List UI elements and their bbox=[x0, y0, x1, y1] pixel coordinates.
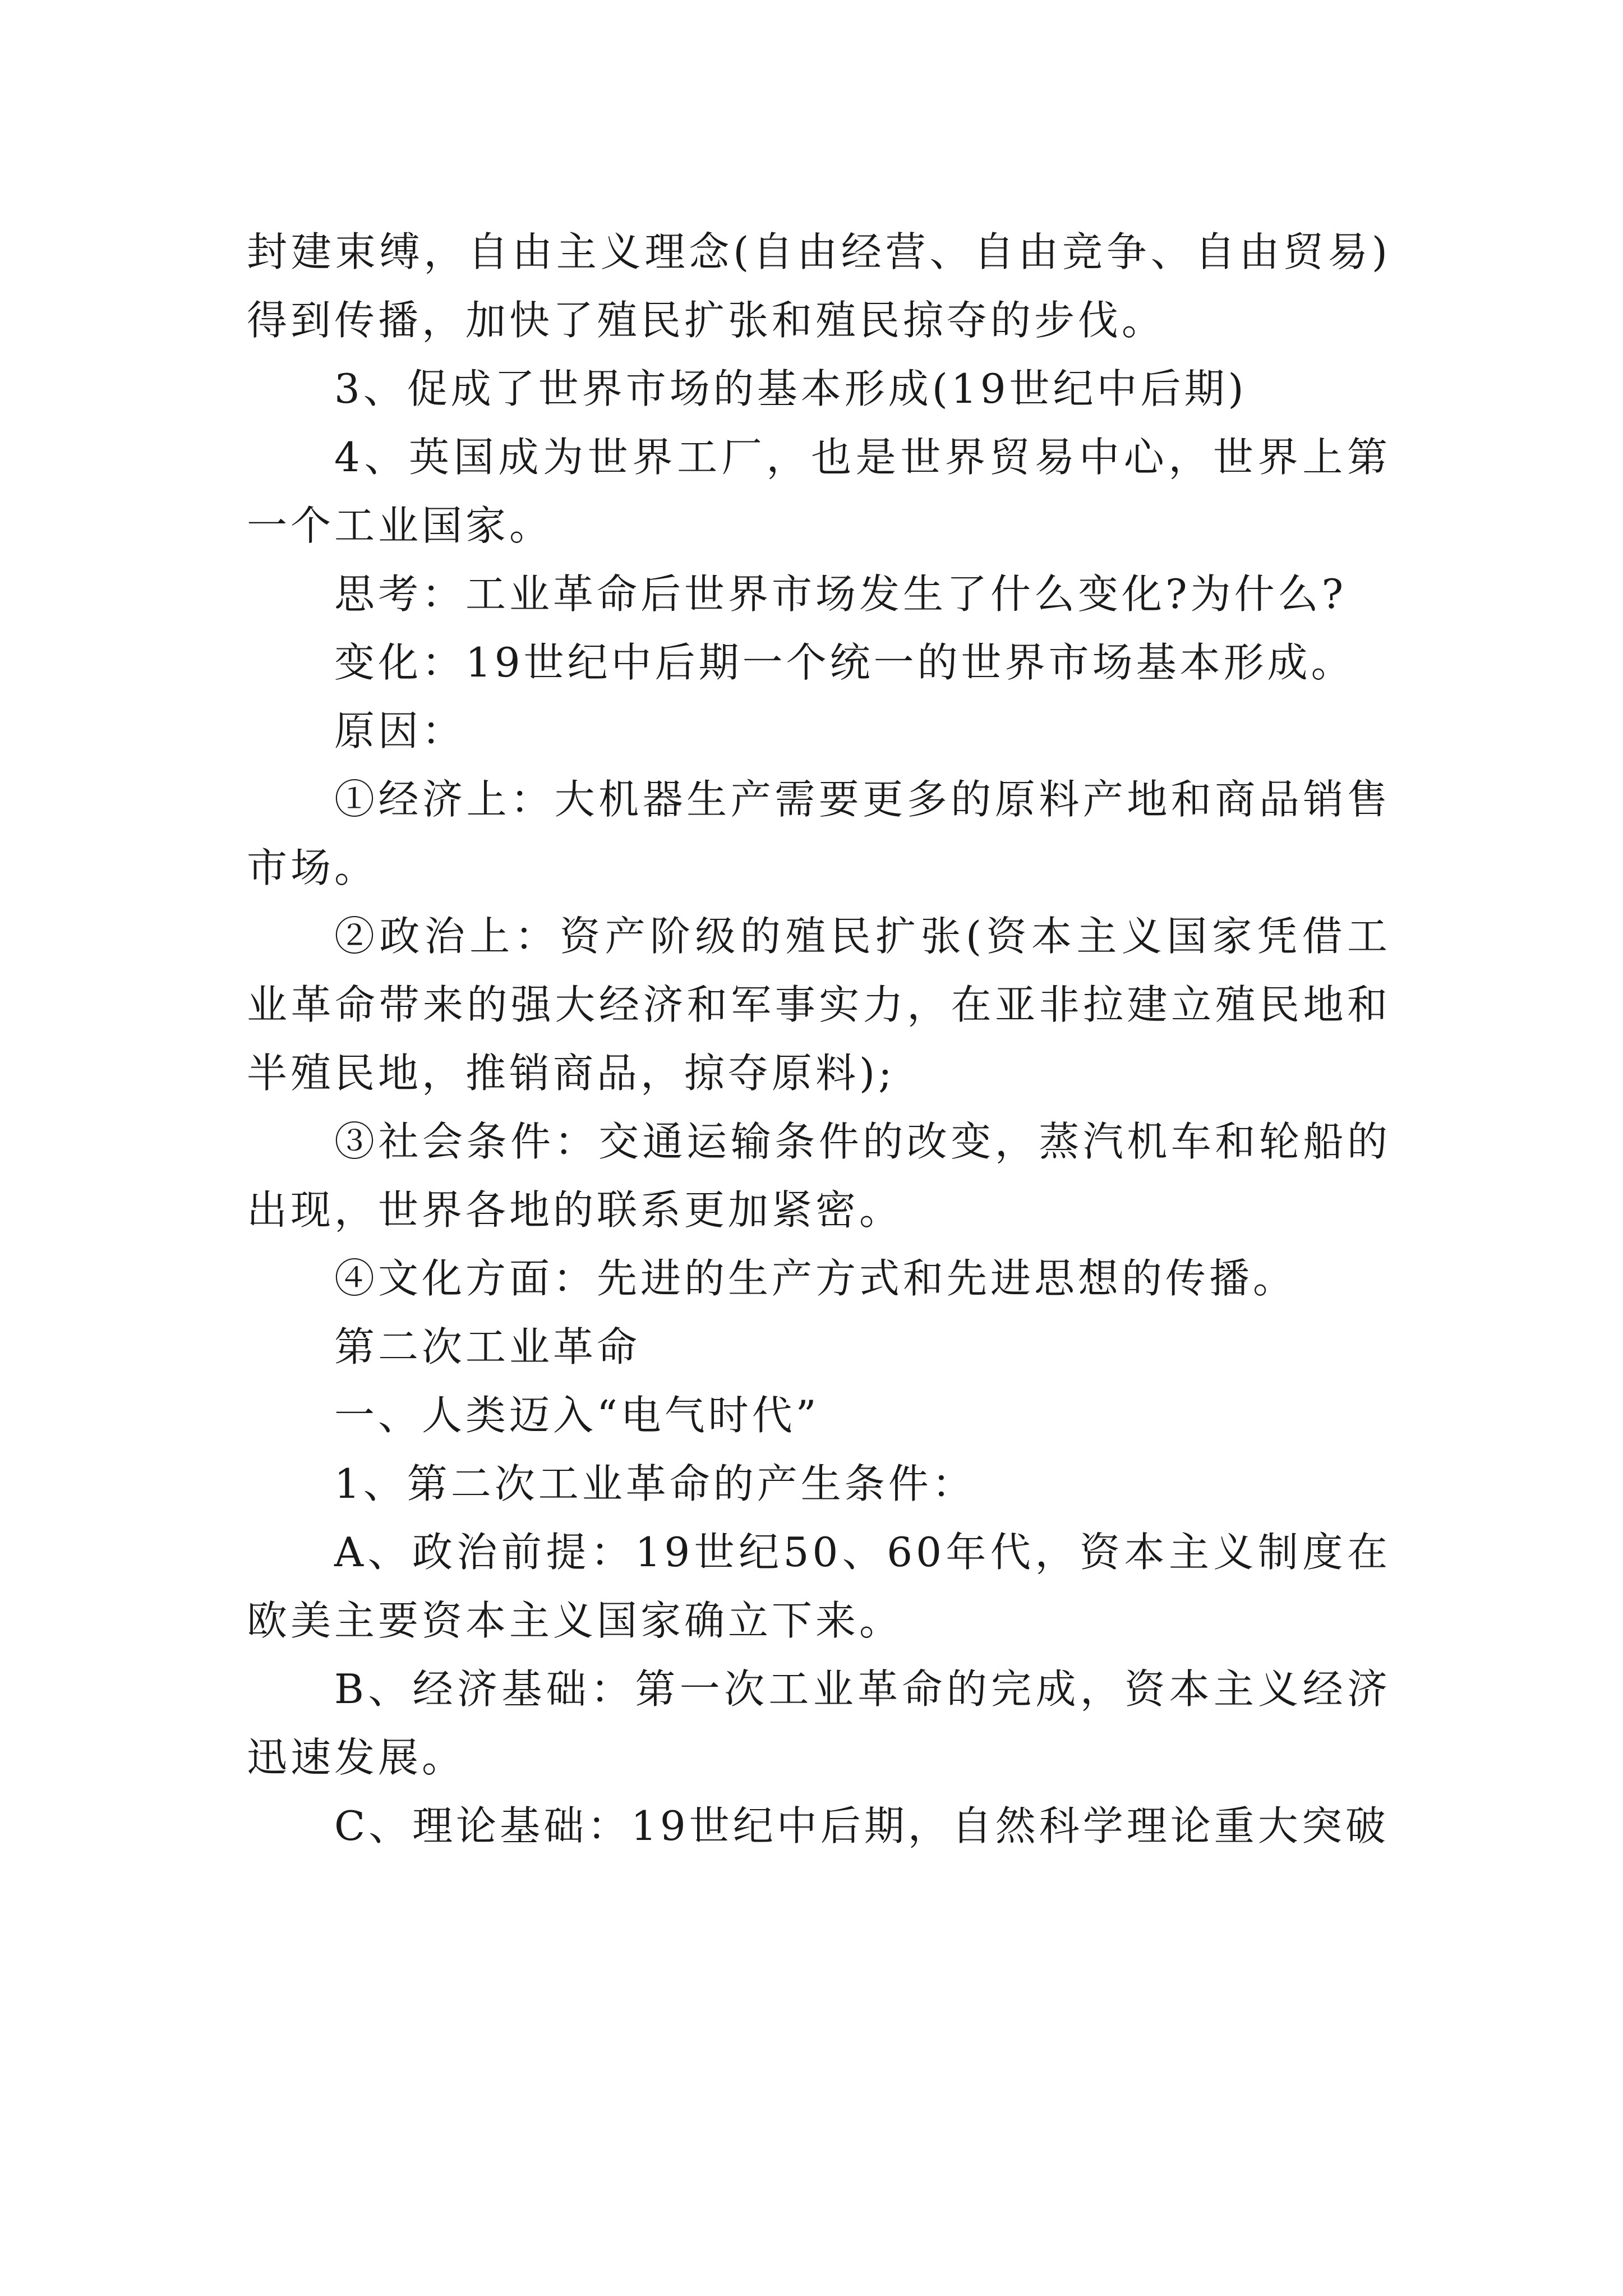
paragraph: ①经济上：大机器生产需要更多的原料产地和商品销售市场。 bbox=[247, 776, 1391, 891]
paragraph: A、政治前提：19世纪50、60年代，资本主义制度在欧美主要资本主义国家确立下来。 bbox=[247, 1529, 1391, 1644]
paragraph: 封建束缚，自由主义理念(自由经营、自由竞争、自由贸易)得到传播，加快了殖民扩张和殖民掠夺的步伐。 bbox=[247, 228, 1391, 344]
paragraph: C、理论基础：19世纪中后期，自然科学理论重大突破 bbox=[334, 1802, 1389, 1849]
document-body bbox=[247, 218, 1391, 1860]
paragraph: ④文化方面：先进的生产方式和先进思想的传播。 bbox=[334, 1255, 1297, 1302]
paragraph: ②政治上：资产阶级的殖民扩张(资本主义国家凭借工业革命带来的强大经济和军事实力，在亚非拉建立殖民地和半殖民地，推销商品，掠夺原料); bbox=[247, 913, 1391, 1097]
paragraph: 4、英国成为世界工厂，也是世界贸易中心，世界上第一个工业国家。 bbox=[247, 434, 1391, 549]
paragraph: 思考：工业革命后世界市场发生了什么变化?为什么? bbox=[334, 570, 1347, 618]
paragraph: 3、促成了世界市场的基本形成(19世纪中后期) bbox=[334, 365, 1247, 412]
paragraph: ③社会条件：交通运输条件的改变，蒸汽机车和轮船的出现，世界各地的联系更加紧密。 bbox=[247, 1118, 1391, 1234]
paragraph: 原因： bbox=[334, 707, 466, 754]
section-heading: 第二次工业革命 bbox=[334, 1323, 641, 1370]
subsection-heading: 一、人类迈入“电气时代” bbox=[334, 1392, 820, 1439]
paragraph: 变化：19世纪中后期一个统一的世界市场基本形成。 bbox=[334, 639, 1355, 686]
paragraph: 1、第二次工业革命的产生条件： bbox=[334, 1460, 976, 1507]
paragraph: B、经济基础：第一次工业革命的完成，资本主义经济迅速发展。 bbox=[247, 1665, 1391, 1781]
